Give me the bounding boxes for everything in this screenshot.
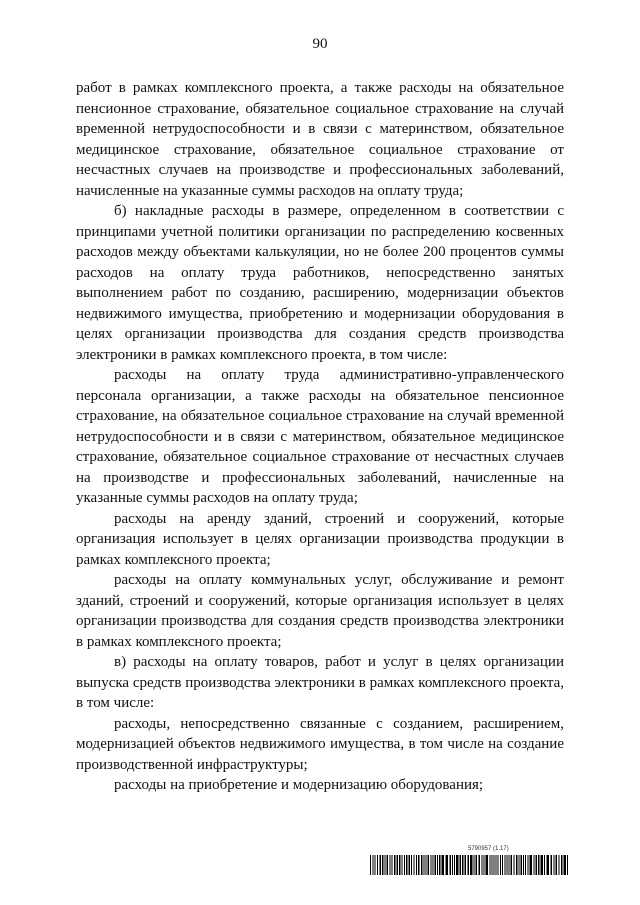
paragraph-3: расходы на оплату труда административно-управленческого персонала организации, а также расходы на обязательное пенсионное страхование, на обязательное социальное страхование на случай временной нетрудоспособности и в связи с материнством, обязательное медицинское страхование, обязательное социальное страхование от несчастных случаев на производстве и профессиональных заболеваний, начисленные на указанные суммы расходов на оплату труда; — [76, 367, 564, 506]
paragraph-6: в) расходы на оплату товаров, работ и услуг в целях организации выпуска средств производства электроники в рамках комплексного проекта, в том числе: — [76, 654, 564, 711]
paragraph-2: б) накладные расходы в размере, определенном в соответствии с принципами учетной политики организации по распределению косвенных расходов между объектами калькуляции, но не более 200 процентов суммы расходов на оплату труда работников, непосредственно занятых выполнением работ по созданию, расширению, модернизации объектов недвижимого имущества, приобретению и модернизации оборудования в целях организации производства для создания средств производства электроники в рамках комплексного проекта, в том числе: — [76, 203, 564, 363]
page-number: 90 — [312, 36, 328, 52]
barcode-label: 5790957 (1.17) — [468, 846, 509, 852]
paragraph-5: расходы на оплату коммунальных услуг, обслуживание и ремонт зданий, строений и сооружений, которые организация использует в целях организации производства для создания средств производства электроники в рамках комплексного проекта; — [76, 572, 564, 650]
paragraph-1: работ в рамках комплексного проекта, а также расходы на обязательное пенсионное страхование, обязательное социальное страхование на случай временной нетрудоспособности и в связи с материнством, обязательное медицинское страхование, обязательное социальное страхование от несчастных случаев на производстве и профессиональных заболеваний, начисленные на указанные суммы расходов на оплату труда; — [76, 80, 564, 199]
document-body — [76, 78, 564, 796]
barcode-image — [370, 855, 570, 875]
paragraph-4: расходы на аренду зданий, строений и сооружений, которые организация использует в целях организации производства продукции в рамках комплексного проекта; — [76, 510, 564, 568]
paragraph-7: расходы, непосредственно связанные с созданием, расширением, модернизацией объектов недвижимого имущества, в том числе на создание производственной инфраструктуры; — [76, 715, 564, 773]
paragraph-8: расходы на приобретение и модернизацию оборудования; — [114, 777, 484, 793]
